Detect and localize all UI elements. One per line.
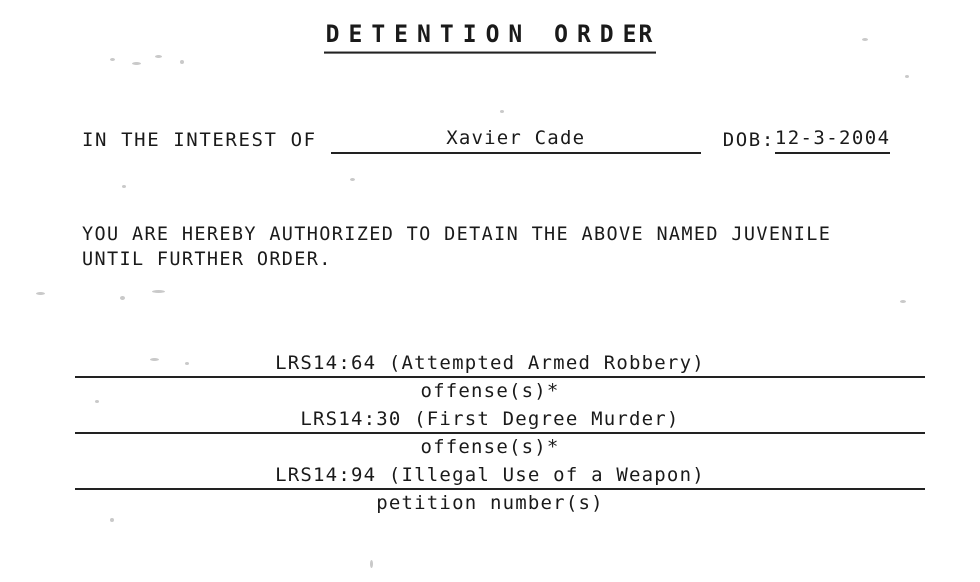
offense-text: LRS14:94 (Illegal Use of a Weapon)	[275, 464, 705, 486]
scan-speck	[370, 560, 373, 568]
scan-speck	[110, 58, 115, 61]
offense-text: LRS14:64 (Attempted Armed Robbery)	[275, 352, 705, 374]
page-title-text: DETENTION ORD	[325, 21, 623, 49]
page-title	[324, 21, 657, 53]
juvenile-name-field	[331, 127, 701, 154]
offense-list	[0, 352, 980, 520]
authorization-line-1: YOU ARE HEREBY AUTHORIZED TO DETAIN THE ABOVE NAMED JUVENILE	[82, 224, 832, 245]
scan-speck	[152, 290, 165, 293]
authorization-line-2: UNTIL FURTHER ORDER.	[82, 249, 332, 270]
offense-entry	[0, 352, 980, 402]
offense-caption: offense(s)*	[420, 380, 560, 402]
title-row	[0, 22, 980, 53]
scan-speck	[120, 296, 125, 300]
offense-caption: offense(s)*	[420, 436, 560, 458]
interest-label: IN THE INTEREST OF	[82, 129, 317, 151]
scan-speck	[180, 60, 184, 64]
scan-speck	[36, 292, 45, 295]
dob-label: DOB:	[722, 129, 775, 151]
scan-speck	[905, 75, 909, 78]
scan-speck	[900, 300, 906, 303]
authorization-paragraph	[82, 222, 942, 272]
scan-speck	[500, 110, 504, 113]
offense-entry	[0, 408, 980, 458]
offense-entry	[0, 464, 980, 514]
offense-text: LRS14:30 (First Degree Murder)	[300, 408, 680, 430]
scan-speck	[350, 178, 355, 181]
dob-value: 12-3-2004	[775, 127, 891, 154]
interest-line	[82, 127, 912, 154]
page-title-tail: ER	[622, 21, 655, 49]
juvenile-name-value: Xavier Cade	[446, 127, 586, 149]
scan-speck	[122, 185, 126, 188]
offense-caption: petition number(s)	[376, 492, 604, 514]
scan-speck	[132, 62, 141, 65]
scan-speck	[155, 55, 162, 58]
